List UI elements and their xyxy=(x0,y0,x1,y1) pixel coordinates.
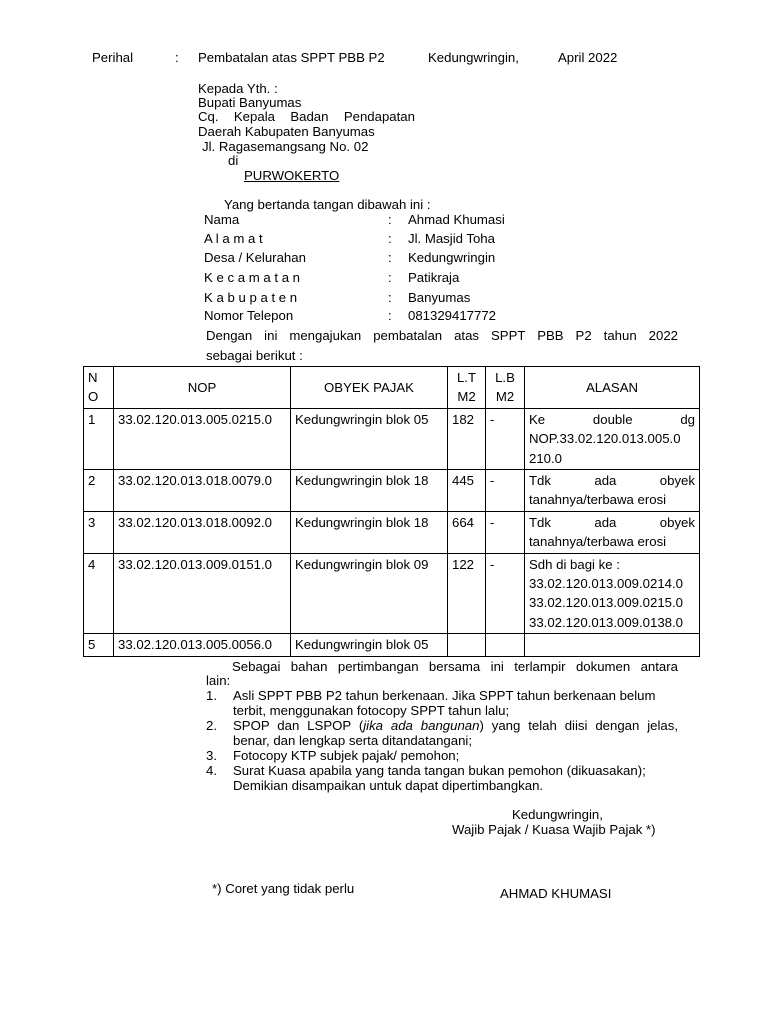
cell-alasan xyxy=(525,553,700,634)
alasan-line: Tdk ada obyek xyxy=(529,473,695,489)
alasan-line: NOP.33.02.120.013.005.0 xyxy=(529,431,681,447)
header-date: April 2022 xyxy=(558,50,618,65)
cell-obyek: Kedungwringin blok 05 xyxy=(291,634,448,656)
cell-no: 2 xyxy=(84,470,114,512)
table-row xyxy=(84,553,700,634)
request-line-2: sebagai berikut : xyxy=(206,348,303,363)
signature-place: Kedungwringin, xyxy=(512,807,603,822)
table-header-row xyxy=(84,367,700,409)
cell-obyek: Kedungwringin blok 18 xyxy=(291,470,448,512)
cell-nop: 33.02.120.013.005.0215.0 xyxy=(114,408,291,469)
cell-lb xyxy=(486,634,525,656)
header-alasan: ALASAN xyxy=(525,367,700,409)
header-obyek: OBYEK PAJAK xyxy=(291,367,448,409)
cell-lt: 664 xyxy=(448,511,486,553)
cell-lb: - xyxy=(486,511,525,553)
list-item: 2. SPOP dan LSPOP (jika ada bangunan) yang telah diisi dengan jelas, benar, dan lengkap serta ditandatangani; xyxy=(206,718,678,748)
identity-value: Patikraja xyxy=(408,270,460,285)
cell-nop: 33.02.120.013.009.0151.0 xyxy=(114,553,291,634)
identity-colon: : xyxy=(388,212,392,227)
cell-no: 1 xyxy=(84,408,114,469)
nop-table xyxy=(83,366,700,657)
addressee-name: Bupati Banyumas xyxy=(198,95,302,110)
cell-alasan xyxy=(525,408,700,469)
list-item: 3. Fotocopy KTP subjek pajak/ pemohon; xyxy=(206,748,460,763)
alasan-line: Tdk ada obyek xyxy=(529,514,695,530)
signature-role: Wajib Pajak / Kuasa Wajib Pajak *) xyxy=(452,822,656,837)
cell-alasan xyxy=(525,634,700,656)
identity-label: K e c a m a t a n xyxy=(204,270,301,285)
table-row xyxy=(84,634,700,656)
identity-colon: : xyxy=(388,270,392,285)
cell-nop: 33.02.120.013.018.0092.0 xyxy=(114,511,291,553)
identity-colon: : xyxy=(388,250,392,265)
addressee-city: PURWOKERTO xyxy=(244,168,340,183)
alasan-line: tanahnya/terbawa erosi xyxy=(529,492,667,508)
closing-paragraph: Sebagai bahan pertimbangan bersama ini terlampir dokumen antara xyxy=(232,659,678,674)
header-no: N O xyxy=(84,367,114,409)
alasan-line: 33.02.120.013.009.0215.0 xyxy=(529,595,684,611)
cell-obyek: Kedungwringin blok 09 xyxy=(291,553,448,634)
closing-paragraph-2: lain: xyxy=(206,673,231,688)
cell-lt xyxy=(448,634,486,656)
cell-no: 5 xyxy=(84,634,114,656)
identity-label: Desa / Kelurahan xyxy=(204,250,306,265)
cq-word: Cq. xyxy=(198,109,219,124)
perihal-colon: : xyxy=(175,50,179,65)
identity-value: Banyumas xyxy=(408,290,471,305)
footnote: *) Coret yang tidak perlu xyxy=(212,881,355,896)
header-lb: L.B M2 xyxy=(486,367,525,409)
alasan-line: tanahnya/terbawa erosi xyxy=(529,534,667,550)
cell-lt: 445 xyxy=(448,470,486,512)
intro-text: Yang bertanda tangan dibawah ini : xyxy=(224,197,431,212)
table-row xyxy=(84,470,700,512)
alasan-line: Ke double dg xyxy=(529,411,695,427)
cell-nop: 33.02.120.013.005.0056.0 xyxy=(114,634,291,656)
identity-label: Nomor Telepon xyxy=(204,308,294,323)
list-item: 4. Surat Kuasa apabila yang tanda tangan bukan pemohon (dikuasakan); Demikian disampaikan untuk dapat dipertimbangkan. xyxy=(206,763,646,793)
identity-colon: : xyxy=(388,308,392,323)
identity-colon: : xyxy=(388,231,392,246)
cell-alasan xyxy=(525,511,700,553)
table-row xyxy=(84,408,700,469)
addressee-street: Jl. Ragasemangsang No. 02 xyxy=(202,139,369,154)
alasan-line: 33.02.120.013.009.0138.0 xyxy=(529,614,684,630)
cell-no: 3 xyxy=(84,511,114,553)
header-lt: L.T M2 xyxy=(448,367,486,409)
signature-name: AHMAD KHUMASI xyxy=(500,886,612,901)
perihal-label: Perihal xyxy=(92,50,134,65)
identity-label: K a b u p a t e n xyxy=(204,290,298,305)
cell-lb: - xyxy=(486,408,525,469)
cell-no: 4 xyxy=(84,553,114,634)
cell-nop: 33.02.120.013.018.0079.0 xyxy=(114,470,291,512)
table-row xyxy=(84,511,700,553)
identity-value: Ahmad Khumasi xyxy=(408,212,505,227)
addressee-agency: Daerah Kabupaten Banyumas xyxy=(198,124,375,139)
cell-obyek: Kedungwringin blok 18 xyxy=(291,511,448,553)
cq-word: Badan xyxy=(290,109,329,124)
attachment-list xyxy=(206,688,678,793)
alasan-line: Sdh di bagi ke : xyxy=(529,556,620,572)
alasan-line: 210.0 xyxy=(529,450,563,466)
header-nop: NOP xyxy=(114,367,291,409)
cq-word: Kepala xyxy=(233,109,275,124)
identity-value: 081329417772 xyxy=(408,308,497,323)
identity-label: A l a m a t xyxy=(204,231,263,246)
list-item: 1. Asli SPPT PBB P2 tahun berkenaan. Jika SPPT tahun berkenaan belum terbit, menggunakan fotocopy SPPT tahun lalu; xyxy=(206,688,656,718)
identity-value: Kedungwringin xyxy=(408,250,496,265)
cell-obyek: Kedungwringin blok 05 xyxy=(291,408,448,469)
cell-lt: 122 xyxy=(448,553,486,634)
header-place: Kedungwringin, xyxy=(428,50,519,65)
cell-lt: 182 xyxy=(448,408,486,469)
addressee-greeting: Kepada Yth. : xyxy=(198,81,278,96)
perihal-value: Pembatalan atas SPPT PBB P2 xyxy=(198,50,385,65)
cell-alasan xyxy=(525,470,700,512)
addressee-cq-line xyxy=(198,109,415,124)
identity-label: Nama xyxy=(204,212,240,227)
cell-lb: - xyxy=(486,553,525,634)
identity-value: Jl. Masjid Toha xyxy=(408,231,495,246)
request-line: Dengan ini mengajukan pembatalan atas SPPT PBB P2 tahun 2022 xyxy=(206,328,678,343)
identity-colon: : xyxy=(388,290,392,305)
cell-lb: - xyxy=(486,470,525,512)
cq-word: Pendapatan xyxy=(343,109,415,124)
alasan-line: 33.02.120.013.009.0214.0 xyxy=(529,576,684,592)
addressee-di: di xyxy=(228,153,239,168)
